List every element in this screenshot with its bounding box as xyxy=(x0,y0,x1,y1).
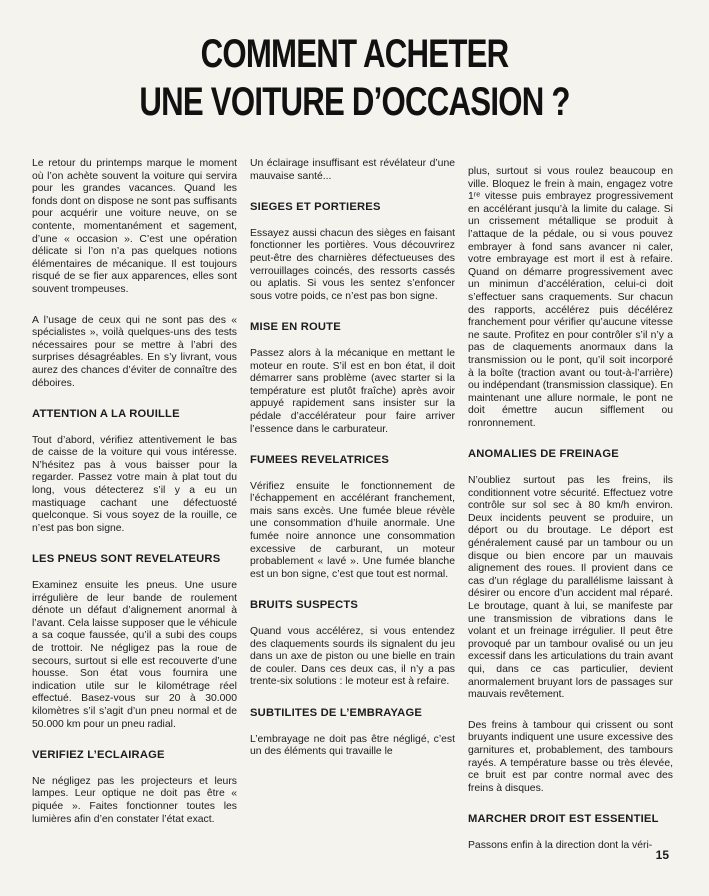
paragraph-mise-en-route: Passez alors à la mécanique en mettant le moteur en route. S’il est en bon état, il doit démarrer sans problème (avec starter si la température est plutôt fraîche) après avoir appuyé rapidement sans insister sur la pédale d’accélérateur pour faire arriver l’essence dans le carburateur. xyxy=(250,347,455,435)
article-title xyxy=(0,30,709,126)
paragraph-freinage: N’oubliez surtout pas les freins, ils conditionnent votre sécurité. Effectuez votre contrôle sur sol sec à 80 km/h environ. Deux incidents peuvent se produire, un déport ou du broutage. Le déport est généralement causé par un tambour ou un disque ou bien encore par un mauvais alignement des roues. Il provient dans ce cas d’un réglage du parallélisme laissant à désirer ou encore d’un accident mal réparé. Le broutage, quant à lui, se manifeste par une transmission de vibrations dans le volant et un freinage irrégulier. Il peut être provoqué par un tambour ovalisé ou un jeu excessif dans les articulations du train avant qui, dans ce cas particulier, devient anormalement bruyant lors de passages sur mauvais revêtement. xyxy=(468,475,673,701)
heading-rouille: ATTENTION A LA ROUILLE xyxy=(32,408,180,421)
paragraph-rouille: Tout d’abord, vérifiez attentivement le bas de caisse de la voiture qui vous intéresse. N’hésitez pas à vous baisser pour la regarder. Passez votre main à plat tout du long, vous détecterez s’il y a eu un mastiquage cachant une défectuosté quelconque. Si vous soyez de la rouille, ce n’est pas bon signe. xyxy=(32,434,237,534)
heading-embrayage: SUBTILITES DE L’EMBRAYAGE xyxy=(250,707,423,719)
paragraph-bruits: Quand vous accélérez, si vous entendez des claquements sourds ils signalent du jeu dans un axe de piston ou une bielle en train de couler. Dans ces deux cas, il n’y a pas trente-six solutions : le moteur est à refaire. xyxy=(250,626,455,688)
paragraph-fumees: Vérifiez ensuite le fonctionnement de l’échappement en accélérant franchement, mais sans excès. Une fumée bleue révèle une consommation d’huile anormale. Une fumée noire annonce une consommation excessive de carburant, un moteur probablement « lavé ». Une fumée blanche est un bon signe, c’est que tout est normal. xyxy=(250,480,455,580)
heading-mise-en-route: MISE EN ROUTE xyxy=(250,321,341,334)
page-number: 15 xyxy=(655,848,669,862)
heading-sieges: SIEGES ET PORTIERES xyxy=(250,201,381,214)
paragraph-eclairage: Ne négligez pas les projecteurs et leurs lampes. Leur optique ne doit pas être « piquée ». Faites fonctionner toutes les lumières afin d’en constater l’état exact. xyxy=(32,775,237,825)
paragraph-embrayage: L’embrayage ne doit pas être négligé, c’est un des éléments qui travaille le xyxy=(250,733,455,758)
paragraph-freins-tambour: Des freins à tambour qui crissent ou sont bruyants indiquent une usure excessive des garnitures et, probablement, des tambours rayés. A température basse ou très élevée, ce bruit est par contre normal avec des freins à disques. xyxy=(468,719,673,794)
paragraph-eclairage-cont: Un éclairage insuffisant est révélateur d’une mauvaise santé... xyxy=(250,158,455,182)
heading-bruits: BRUITS SUSPECTS xyxy=(250,599,359,612)
intro-paragraph-2: A l’usage de ceux qui ne sont pas des « spécialistes », voilà quelques-uns des tests nécessaires pour se mettre à l’abri des surprises désagréables. En s’y livrant, vous aurez des chances d’éviter de connaître des déboires. xyxy=(32,314,237,389)
column-3 xyxy=(468,166,673,871)
paragraph-direction: Passons enfin à la direction dont la véri- xyxy=(468,839,653,851)
heading-freinage: ANOMALIES DE FREINAGE xyxy=(468,448,619,461)
heading-direction: MARCHER DROIT EST ESSENTIEL xyxy=(468,813,659,826)
heading-eclairage: VERIFIEZ L’ECLAIRAGE xyxy=(32,749,165,762)
paragraph-embrayage-cont: plus, surtout si vous roulez beaucoup en ville. Bloquez le frein à main, engagez votre 1ʳᵉ vitesse puis embrayez progressivement en accélérant jusqu’à la limite du calage. Si un crissement métallique se produit à l’attaque de la pédale, ou si vous pouvez embrayer à fond sans avancer ni caler, votre embrayage est mort il est à refaire. Quand on démarre progressivement avec un minimun d’accélération, celui-ci doit s’effectuer sans craquements. Sur chacun des rapports, accélérez puis décélérez franchement pour vérifier qu’aucune vitesse ne saute. Profitez en pour contrôler s’il n’y a pas de claquements anormaux dans la transmission ou le pont, qu’il soit incorporé à la boîte (traction avant ou tout-à-l’arrière) ou indépendant (transmission classique). En maintenant une allure normale, le pont ne doit émettre aucun sifflement ou ronronnement. xyxy=(468,166,673,429)
intro-paragraph-1: Le retour du printemps marque le moment où l’on achète souvent la voiture qui servira pour les grandes vacances. Quand les fonds dont on dispose ne sont pas suffisants pour acquérir une voiture neuve, on se contente, momentanément et sagement, d’une « occasion ». C’est une opération délicate si l’on n’a pas quelques notions élémentaires de mécanique. Il est toujours risqué de se fier aux apparences, elles sont souvent trompeuses. xyxy=(32,158,237,295)
title-line-1: COMMENT ACHETER xyxy=(200,32,509,76)
heading-pneus: LES PNEUS SONT REVELATEURS xyxy=(32,553,221,566)
paragraph-sieges: Essayez aussi chacun des sièges en faisant fonctionner les portières. Vous découvrirez peut-être des charnières défectueuses des verrouillages coincés, des ressorts cassés ou aplatis. Si vous les sentez s’enfoncer sous votre poids, ce n’est pas bon signe. xyxy=(250,227,455,302)
heading-fumees: FUMEES REVELATRICES xyxy=(250,454,390,467)
column-2 xyxy=(250,158,455,777)
column-1 xyxy=(32,158,237,844)
paragraph-pneus: Examinez ensuite les pneus. Une usure irrégulière de leur bande de roulement dénote un défaut d’alignement anormal à l’avant. Cela laisse supposer que le véhicule a sa coque faussée, qu’il a subi des coups de trottoir. Ne négligez pas la roue de secours, surtout si elle est recouverte d’une housse. Son état vous fournira une indication utile sur le kilométrage réel effectué. Basez-vous sur 20 à 30.000 kilomètres s’il s’agit d’un pneu normal et de 50.000 km pour un pneu radial. xyxy=(32,580,237,730)
title-line-2: UNE VOITURE D’OCCASION ? xyxy=(139,80,570,124)
